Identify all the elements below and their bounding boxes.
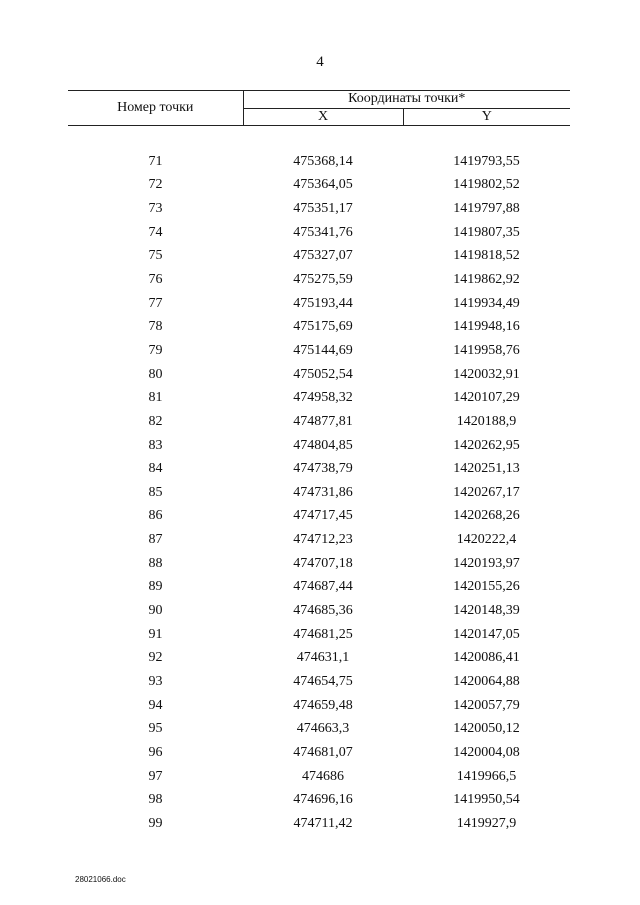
table-row [68,339,570,363]
x-coordinate-cell: 474958,32 [293,390,353,406]
point-number-cell: 80 [148,366,163,382]
y-coordinate-cell: 1420050,12 [453,721,520,737]
table-row [68,481,570,505]
x-coordinate-cell: 474696,16 [293,792,353,808]
table-row [68,599,570,623]
x-coordinate-cell: 475327,07 [293,248,353,264]
point-number-cell: 88 [148,555,163,571]
table-row [68,315,570,339]
footer-filename: 28021066.doc [75,875,126,884]
y-coordinate-cell: 1420193,97 [453,555,520,571]
point-number-cell: 82 [148,413,163,429]
point-number-cell: 74 [148,224,163,240]
point-number-cell: 83 [148,437,163,453]
table-row [68,812,570,836]
point-number-cell: 91 [148,626,163,642]
point-number-cell: 84 [148,461,163,477]
header-x: X [243,108,403,126]
y-coordinate-cell: 1419862,92 [453,271,520,287]
y-coordinate-cell: 1420147,05 [453,626,520,642]
x-coordinate-cell: 474712,23 [293,532,353,548]
y-coordinate-cell: 1420057,79 [453,697,520,713]
table-row [68,457,570,481]
point-number-cell: 79 [148,342,163,358]
point-number-cell: 98 [148,792,163,808]
table-row [68,694,570,718]
table-row [68,552,570,576]
page-number: 4 [316,54,324,70]
table-row [68,173,570,197]
x-coordinate-cell: 474663,3 [296,721,350,737]
table-row [68,504,570,528]
x-coordinate-cell: 474681,25 [293,626,353,642]
x-coordinate-cell: 474717,45 [293,508,353,524]
table-header [68,91,570,126]
x-coordinate-cell: 474659,48 [293,697,353,713]
table-row [68,528,570,552]
y-coordinate-cell: 1420268,26 [453,508,520,524]
point-number-cell: 95 [148,721,163,737]
header-coordinates: Координаты точки* [243,91,570,109]
point-number-cell: 97 [148,768,163,784]
table-row [68,268,570,292]
y-coordinate-cell: 1420004,08 [453,745,520,761]
table-row [68,717,570,741]
table-row [68,765,570,789]
y-coordinate-cell: 1420188,9 [456,413,517,429]
x-coordinate-cell: 474877,81 [293,413,353,429]
x-coordinate-cell: 474685,36 [293,603,353,619]
point-number-cell: 77 [148,295,163,311]
point-number-cell: 90 [148,603,163,619]
y-coordinate-cell: 1419958,76 [453,342,520,358]
point-number-cell: 76 [148,271,163,287]
y-coordinate-cell: 1420032,91 [453,366,520,382]
table-row [68,150,570,174]
table-row [68,623,570,647]
y-coordinate-cell: 1419950,54 [453,792,520,808]
point-number-cell: 71 [148,153,163,169]
x-coordinate-cell: 474687,44 [293,579,353,595]
table-row [68,434,570,458]
y-coordinate-cell: 1420222,4 [456,532,517,548]
y-coordinate-cell: 1420267,17 [453,484,520,500]
table-row [68,741,570,765]
table-row [68,646,570,670]
table-row [68,670,570,694]
x-coordinate-cell: 474731,86 [293,484,353,500]
table-row [68,292,570,316]
y-coordinate-cell: 1420155,26 [453,579,520,595]
table-row [68,788,570,812]
point-number-cell: 85 [148,484,163,500]
y-coordinate-cell: 1420251,13 [453,461,520,477]
point-number-cell: 75 [148,248,163,264]
point-number-cell: 94 [148,697,163,713]
x-coordinate-cell: 475175,69 [293,319,353,335]
y-coordinate-cell: 1419966,5 [456,768,517,784]
point-number-cell: 93 [148,674,163,690]
point-number-cell: 89 [148,579,163,595]
header-point-number: Номер точки [68,91,243,126]
y-coordinate-cell: 1419802,52 [453,177,520,193]
x-coordinate-cell: 474681,07 [293,745,353,761]
table-row [68,197,570,221]
y-coordinate-cell: 1419797,88 [453,200,520,216]
table-row [68,575,570,599]
x-coordinate-cell: 474711,42 [293,816,353,832]
x-coordinate-cell: 474686 [302,768,344,784]
x-coordinate-cell: 474738,79 [293,461,353,477]
point-number-cell: 92 [148,650,163,666]
coordinates-table [68,90,570,836]
y-coordinate-cell: 1419934,49 [453,295,520,311]
table-row [68,363,570,387]
y-coordinate-cell: 1419948,16 [453,319,520,335]
table-row [68,386,570,410]
y-coordinate-cell: 1419807,35 [453,224,520,240]
y-coordinate-cell: 1420262,95 [453,437,520,453]
point-number-cell: 78 [148,319,163,335]
table-body [68,126,570,836]
y-coordinate-cell: 1420148,39 [453,603,520,619]
y-coordinate-cell: 1419927,9 [456,816,517,832]
table-row [68,221,570,245]
y-coordinate-cell: 1420086,41 [453,650,520,666]
x-coordinate-cell: 475351,17 [293,200,353,216]
x-coordinate-cell: 475364,05 [293,177,353,193]
table-row [68,410,570,434]
point-number-cell: 96 [148,745,163,761]
point-number-cell: 87 [148,532,163,548]
x-coordinate-cell: 474654,75 [293,674,353,690]
point-number-cell: 81 [148,390,163,406]
x-coordinate-cell: 475275,59 [293,271,353,287]
y-coordinate-cell: 1419793,55 [453,153,520,169]
y-coordinate-cell: 1419818,52 [453,248,520,264]
point-number-cell: 72 [148,177,163,193]
point-number-cell: 86 [148,508,163,524]
x-coordinate-cell: 475368,14 [293,153,353,169]
point-number-cell: 73 [148,200,163,216]
table-row [68,244,570,268]
x-coordinate-cell: 474707,18 [293,555,353,571]
y-coordinate-cell: 1420064,88 [453,674,520,690]
y-coordinate-cell: 1420107,29 [453,390,520,406]
x-coordinate-cell: 474804,85 [293,437,353,453]
x-coordinate-cell: 474631,1 [296,650,350,666]
x-coordinate-cell: 475193,44 [293,295,353,311]
x-coordinate-cell: 475144,69 [293,342,353,358]
point-number-cell: 99 [148,816,163,832]
x-coordinate-cell: 475341,76 [293,224,353,240]
header-y: Y [403,108,570,126]
x-coordinate-cell: 475052,54 [293,366,353,382]
